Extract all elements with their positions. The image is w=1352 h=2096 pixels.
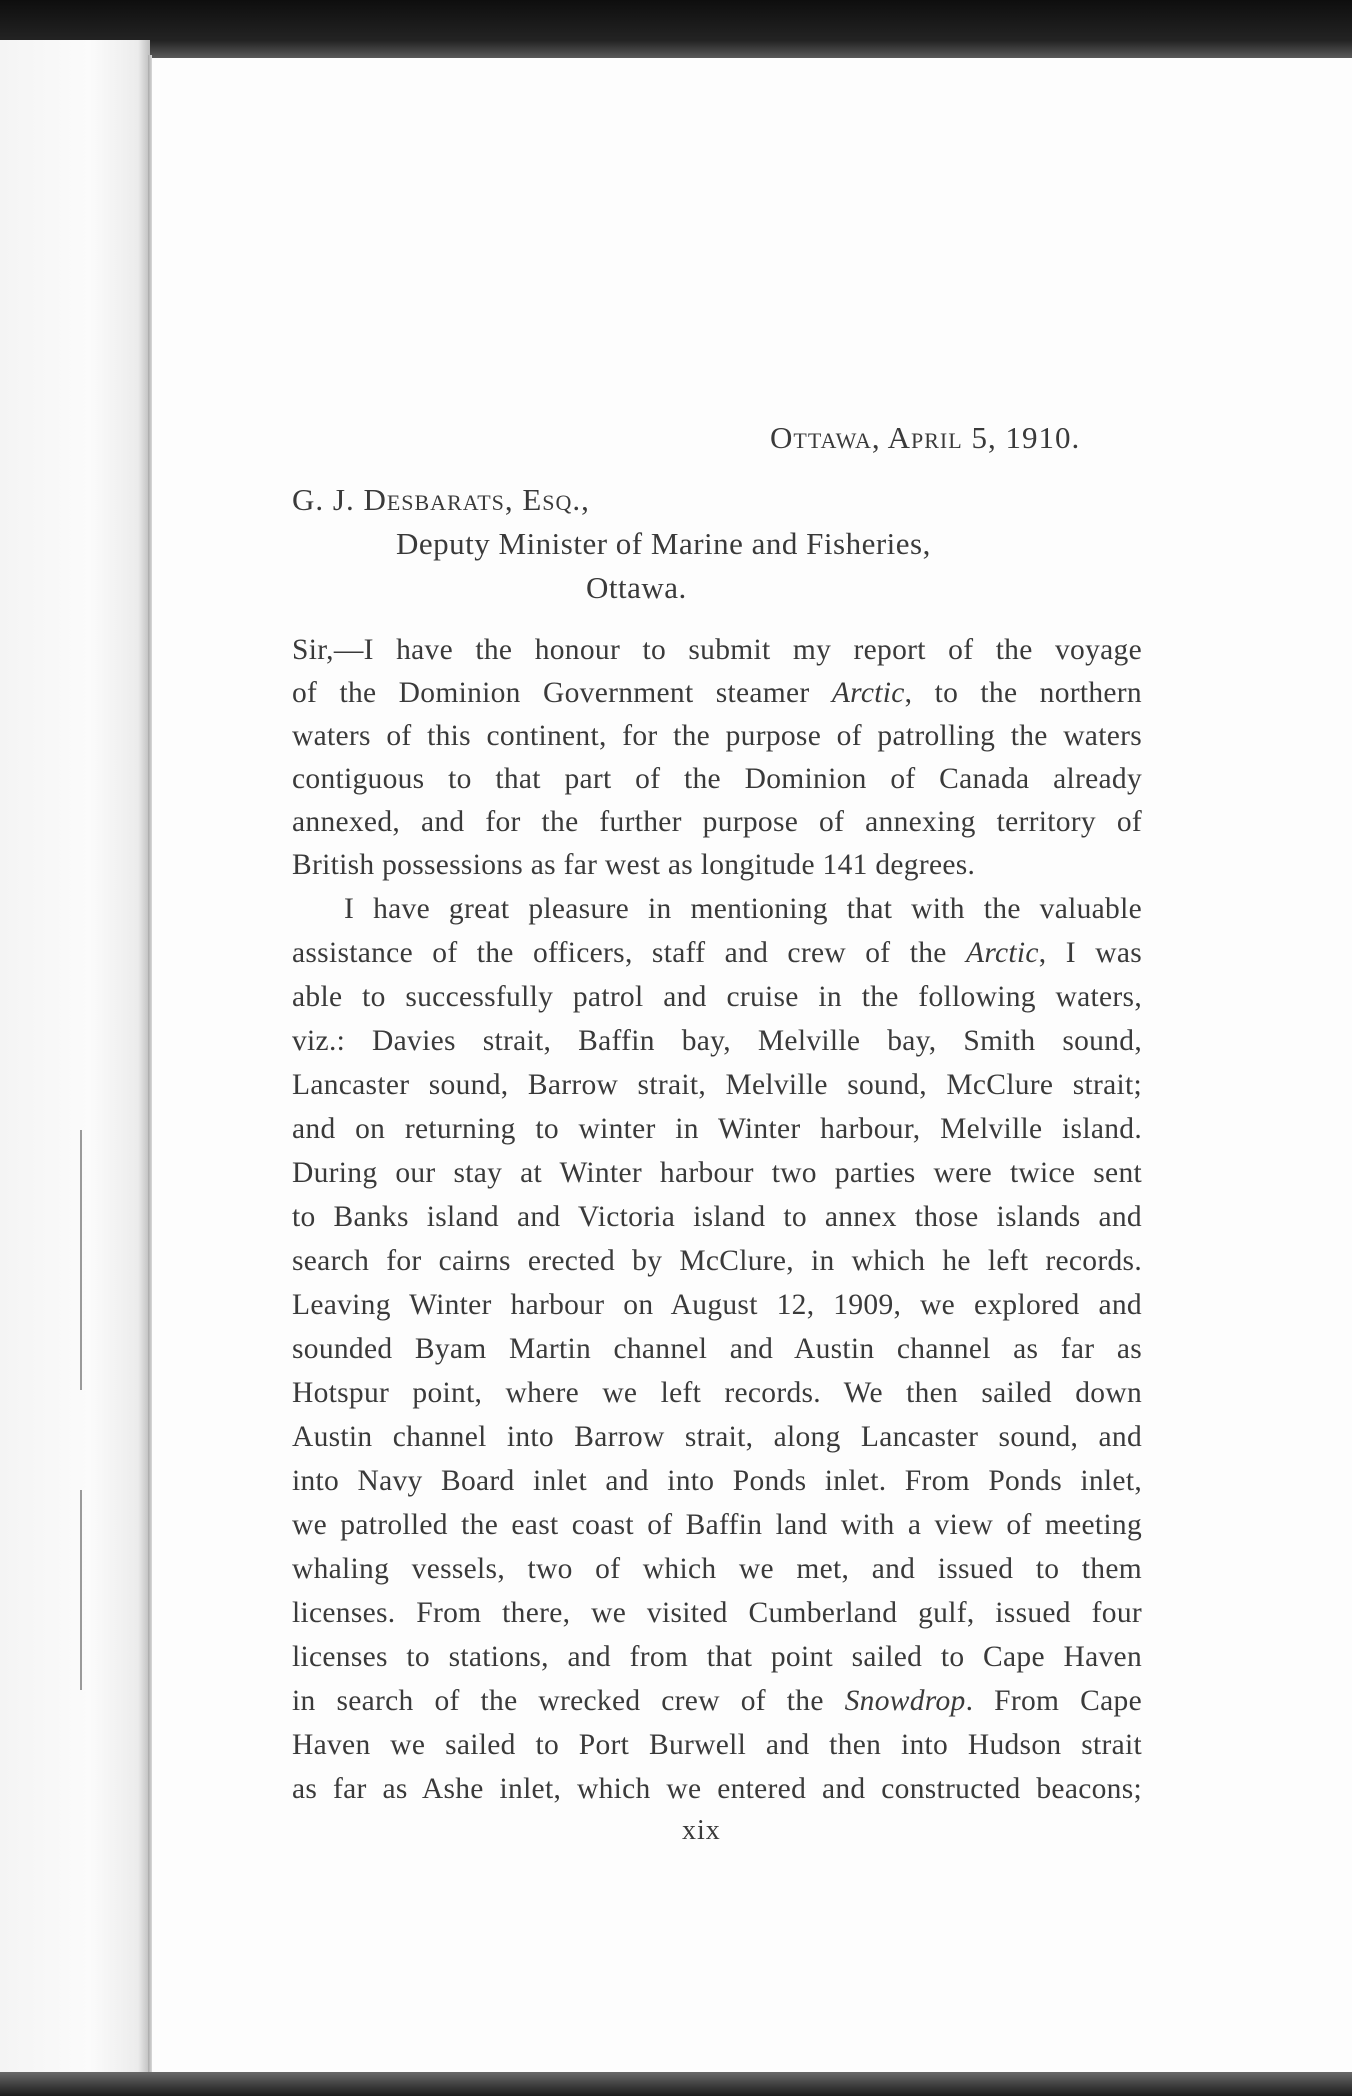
body-line: licenses. From there, we visited Cumberland gulf, issued four (292, 1597, 1142, 1629)
body-line: as far as Ashe inlet, which we entered and constructed beacons; (292, 1773, 1142, 1805)
body-line: Austin channel into Barrow strait, along Lancaster sound, and (292, 1421, 1142, 1453)
body-line: able to successfully patrol and cruise in the following waters, (292, 981, 1142, 1013)
body-line: and on returning to winter in Winter harbour, Melville island. (292, 1113, 1142, 1145)
body-line: to Banks island and Victoria island to annex those islands and (292, 1201, 1142, 1233)
body-line (292, 677, 1142, 709)
body-line: sounded Byam Martin channel and Austin channel as far as (292, 1333, 1142, 1365)
body-line: licenses to stations, and from that point sailed to Cape Haven (292, 1641, 1142, 1673)
body-line: During our stay at Winter harbour two parties were twice sent (292, 1157, 1142, 1189)
body-line: into Navy Board inlet and into Ponds inlet. From Ponds inlet, (292, 1465, 1142, 1497)
addressee-name: G. J. Desbarats, Esq., (292, 482, 590, 517)
body-line: British possessions as far west as longitude 141 degrees. (292, 849, 976, 881)
body-line: waters of this continent, for the purpose of patrolling the waters (292, 720, 1142, 752)
addressee-city: Ottawa. (586, 570, 687, 605)
body-line: we patrolled the east coast of Baffin land with a view of meeting (292, 1509, 1142, 1541)
body-line: Sir,—I have the honour to submit my report of the voyage (292, 634, 1142, 666)
addressee-title: Deputy Minister of Marine and Fisheries, (396, 526, 931, 561)
body-line: assistance of the officers, staff and crew of the Arctic, I was (292, 937, 1142, 969)
page-number: xix (682, 1815, 721, 1846)
body-line: I have great pleasure in mentioning that with the valuable (344, 893, 1142, 925)
body-line: search for cairns erected by McClure, in which he left records. (292, 1245, 1142, 1277)
body-line: Lancaster sound, Barrow strait, Melville sound, McClure strait; (292, 1069, 1142, 1101)
body-line: Haven we sailed to Port Burwell and then into Hudson strait (292, 1729, 1142, 1761)
body-line: whaling vessels, two of which we met, and issued to them (292, 1553, 1142, 1585)
dateline: Ottawa, April 5, 1910. (770, 420, 1081, 455)
body-line: Leaving Winter harbour on August 12, 1909, we explored and (292, 1289, 1142, 1321)
body-line: annexed, and for the further purpose of annexing territory of (292, 806, 1142, 838)
body-line: contiguous to that part of the Dominion of Canada already (292, 763, 1142, 795)
body-line: in search of the wrecked crew of the Snowdrop. From Cape (292, 1685, 1142, 1717)
body-line: Hotspur point, where we left records. We then sailed down (292, 1377, 1142, 1409)
body-line: viz.: Davies strait, Baffin bay, Melville bay, Smith sound, (292, 1025, 1142, 1057)
body-line-text: of the Dominion Government steamer Arctic, to the northern (292, 677, 1142, 709)
